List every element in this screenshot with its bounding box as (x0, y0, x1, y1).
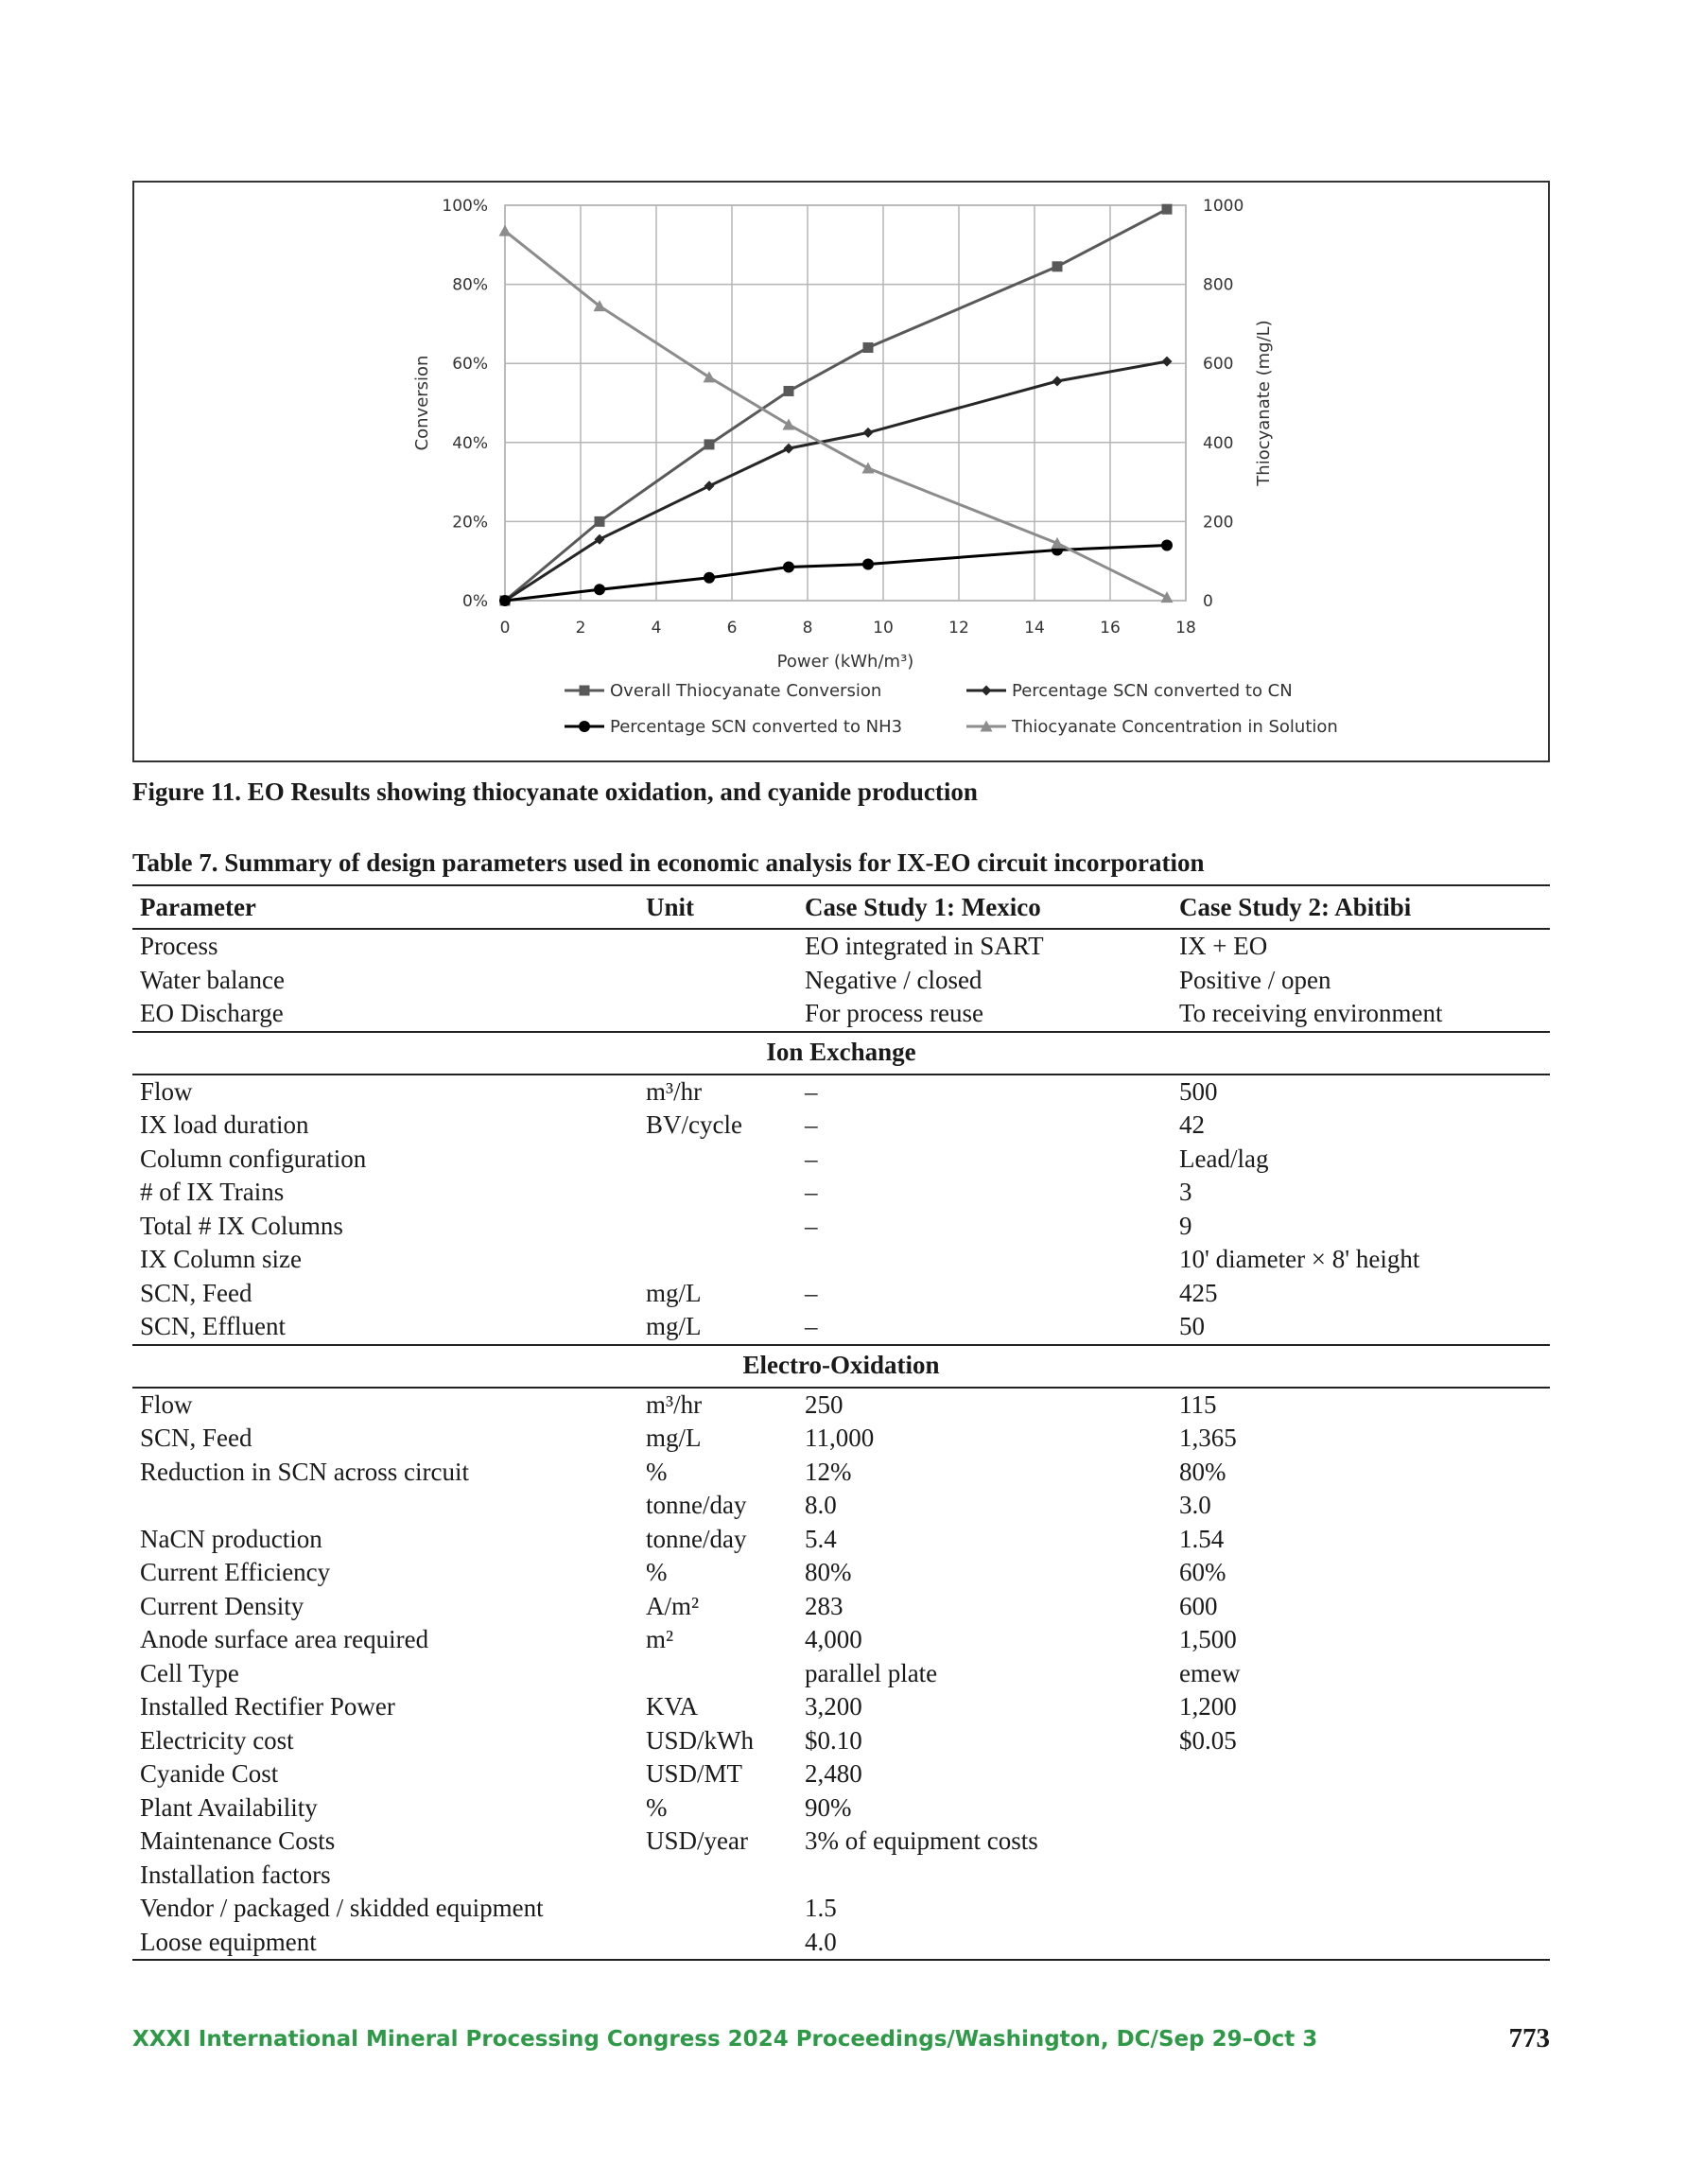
data-point (595, 516, 605, 527)
table-cell: 3 (1179, 1178, 1192, 1206)
proceedings-footer: XXXI International Mineral Processing Congress 2024 Proceedings/Washington, DC/Sep 29–Oct 3 (132, 2027, 1318, 2052)
table-cell (638, 1892, 797, 1926)
table-cell: USD/kWh (646, 1725, 754, 1755)
y-tick-label: 80% (452, 275, 488, 295)
table-cell (638, 1210, 797, 1244)
table-cell: mg/L (646, 1424, 702, 1452)
header-parameter: Parameter (132, 885, 638, 929)
table-row (132, 1791, 1550, 1826)
y-tick-label: 100% (442, 197, 488, 216)
table-cell (132, 1489, 638, 1523)
table-row (132, 1456, 1550, 1490)
table-row (132, 997, 1550, 1032)
table-cell: 3.0 (1179, 1491, 1211, 1519)
table-cell: – (805, 1211, 818, 1240)
section-title: Ion Exchange (132, 1032, 1550, 1075)
y2-tick-label: 400 (1203, 433, 1234, 453)
table-cell (1172, 1825, 1550, 1859)
table-cell (638, 1176, 797, 1210)
table-row (132, 1657, 1550, 1691)
table-cell: m² (646, 1625, 674, 1653)
table-cell: SCN, Feed (140, 1278, 252, 1307)
table-row (132, 1690, 1550, 1724)
design-parameters-table (132, 884, 1550, 1961)
legend-label: Percentage SCN converted to CN (1012, 681, 1293, 701)
section-electro-oxidation (132, 1345, 1550, 1388)
y2-tick-label: 800 (1203, 275, 1234, 295)
table-cell: mg/L (646, 1312, 702, 1340)
table-cell (1172, 1859, 1550, 1893)
table-cell: Flow (140, 1076, 193, 1106)
table-row (132, 1623, 1550, 1657)
y-tick-label: 40% (452, 433, 488, 453)
table-cell: Positive / open (1179, 965, 1331, 994)
table-header-row (132, 885, 1550, 929)
table-row (132, 1277, 1550, 1311)
table-cell: Anode surface area required (140, 1625, 429, 1653)
table-row (132, 1859, 1550, 1893)
table-cell: 1.54 (1179, 1524, 1225, 1553)
data-point (1161, 539, 1173, 550)
table-cell: 8.0 (805, 1491, 837, 1519)
table-cell: – (805, 1178, 818, 1206)
table-cell: Installation factors (140, 1860, 331, 1889)
table-cell: $0.10 (805, 1725, 862, 1755)
section-title: Electro-Oxidation (132, 1345, 1550, 1388)
table-cell: BV/cycle (646, 1110, 742, 1139)
table-cell: Negative / closed (805, 965, 983, 994)
table-cell (638, 1243, 797, 1277)
y2-tick-label: 200 (1203, 513, 1234, 533)
x-tick-label: 10 (873, 619, 894, 638)
x-tick-label: 18 (1175, 619, 1196, 638)
table-cell: 500 (1179, 1076, 1218, 1106)
data-point (863, 342, 874, 353)
table-cell: 250 (805, 1389, 844, 1419)
table-cell: % (646, 1457, 668, 1486)
legend-marker (579, 721, 590, 732)
table-cell: KVA (646, 1692, 699, 1721)
data-point (704, 572, 715, 584)
table-cell: IX Column size (140, 1245, 302, 1273)
table-row (132, 1556, 1550, 1590)
data-point (862, 559, 874, 570)
table-cell: 3% of equipment costs (805, 1826, 1038, 1855)
table-cell: Lead/lag (1179, 1144, 1269, 1173)
y2-axis-title: Thiocyanate (mg/L) (1254, 320, 1274, 486)
y-tick-label: 20% (452, 513, 488, 533)
table-cell: For process reuse (805, 999, 983, 1027)
table-cell: Cell Type (140, 1658, 239, 1687)
table-cell: 9 (1179, 1211, 1192, 1240)
table-cell: Current Density (140, 1591, 304, 1620)
table-row (132, 1926, 1550, 1961)
table-cell: 1,365 (1179, 1424, 1237, 1452)
data-point (594, 584, 605, 595)
table-row (132, 1892, 1550, 1926)
table-cell: Process (140, 932, 218, 960)
data-point (499, 595, 511, 606)
table-cell: 11,000 (805, 1424, 875, 1452)
table-cell: EO Discharge (140, 999, 284, 1027)
y2-tick-label: 1000 (1203, 197, 1244, 216)
table-cell: Loose equipment (132, 1926, 638, 1961)
table-row (132, 1310, 1550, 1345)
table-cell: tonne/day (646, 1491, 747, 1519)
x-tick-label: 12 (948, 619, 969, 638)
table-cell: 2,480 (805, 1759, 862, 1788)
legend-marker (982, 686, 992, 696)
table-cell (1172, 1757, 1550, 1791)
x-tick-label: 0 (499, 619, 511, 638)
table-cell: – (805, 1144, 818, 1173)
table-cell (1172, 1791, 1550, 1826)
eo-results-chart (134, 183, 1548, 760)
header-case-study-2: Case Study 2: Abitibi (1172, 885, 1550, 929)
x-tick-label: 6 (726, 619, 738, 638)
plot-area (505, 205, 1186, 601)
table-cell (1172, 1926, 1550, 1961)
table-cell: 115 (1179, 1389, 1217, 1419)
table-cell: Flow (140, 1389, 193, 1419)
data-point (1162, 204, 1173, 215)
figure-11 (132, 181, 1550, 762)
table-cell: Plant Availability (140, 1792, 318, 1822)
table-row (132, 1388, 1550, 1423)
x-tick-label: 4 (651, 619, 662, 638)
data-point (784, 386, 794, 396)
table-cell: 3,200 (805, 1692, 862, 1721)
y2-tick-label: 600 (1203, 355, 1234, 375)
table-cell: 1,200 (1179, 1692, 1237, 1721)
table-cell: Column configuration (140, 1144, 367, 1173)
table-cell: Cyanide Cost (140, 1759, 279, 1788)
table-cell: 283 (805, 1591, 844, 1620)
table-cell: – (805, 1110, 818, 1139)
y-tick-label: 60% (452, 355, 488, 375)
table-cell: 4.0 (797, 1926, 1172, 1961)
table-cell: Vendor / packaged / skidded equipment (140, 1894, 544, 1922)
table-cell (1172, 1892, 1550, 1926)
table-cell (638, 997, 797, 1032)
table-cell: Current Efficiency (140, 1558, 331, 1586)
table-cell (638, 1926, 797, 1961)
table-row (132, 1825, 1550, 1859)
table-cell: EO integrated in SART (805, 932, 1044, 960)
table-cell: Maintenance Costs (140, 1826, 336, 1855)
table-cell: emew (1179, 1658, 1241, 1687)
table-cell: mg/L (646, 1278, 702, 1307)
table-cell: 50 (1179, 1312, 1205, 1340)
x-tick-label: 2 (575, 619, 586, 638)
figure-caption: Figure 11. EO Results showing thiocyanate oxidation, and cyanide production (132, 778, 978, 806)
table-row (132, 1143, 1550, 1177)
table-cell: 80% (1179, 1457, 1226, 1486)
table-cell: $0.05 (1179, 1725, 1237, 1755)
table-cell: IX load duration (140, 1110, 309, 1139)
table-cell: 80% (805, 1558, 852, 1586)
table-row (132, 1422, 1550, 1456)
table-row (132, 1757, 1550, 1791)
table-caption: Table 7. Summary of design parameters used in economic analysis for IX-EO circuit incorporation (132, 848, 1205, 877)
section-ion-exchange (132, 1032, 1550, 1075)
table-cell: 5.4 (805, 1524, 837, 1553)
table-cell (638, 964, 797, 998)
table-cell: 1,500 (1179, 1625, 1237, 1653)
table-cell: 4,000 (805, 1625, 862, 1653)
legend-label: Thiocyanate Concentration in Solution (1012, 717, 1338, 737)
table-row (132, 1523, 1550, 1557)
table-cell: 12% (805, 1457, 852, 1486)
table-cell: Total # IX Columns (140, 1211, 343, 1240)
table-cell: # of IX Trains (140, 1178, 285, 1206)
table-cell: – (805, 1278, 818, 1307)
table-cell: 600 (1179, 1591, 1218, 1620)
table-cell (797, 1859, 1172, 1893)
table-cell (797, 1243, 1172, 1277)
table-cell: 90% (805, 1792, 852, 1822)
table-cell (638, 929, 797, 964)
table-row (132, 1243, 1550, 1277)
table-cell: 60% (1179, 1558, 1226, 1586)
table-cell: 42 (1179, 1110, 1205, 1139)
table-cell (638, 1143, 797, 1177)
y2-tick-label: 0 (1203, 592, 1213, 611)
data-point (704, 439, 715, 449)
table-cell: % (646, 1792, 668, 1822)
data-point (1052, 261, 1063, 271)
table-cell: m³/hr (646, 1389, 703, 1419)
table-cell: Electricity cost (140, 1725, 294, 1755)
table-cell: Water balance (140, 965, 285, 994)
table-cell: Reduction in SCN across circuit (140, 1457, 469, 1486)
table-cell: % (646, 1558, 668, 1586)
x-tick-label: 14 (1024, 619, 1045, 638)
table-cell: USD/year (646, 1826, 748, 1855)
table-cell: A/m² (646, 1591, 700, 1620)
table-row (132, 964, 1550, 998)
table-cell: – (805, 1076, 818, 1106)
table-cell: m³/hr (646, 1076, 703, 1106)
x-tick-label: 8 (802, 619, 813, 638)
table-row (132, 1109, 1550, 1143)
table-cell: SCN, Effluent (140, 1312, 286, 1340)
table-cell: NaCN production (140, 1524, 322, 1553)
legend-label: Overall Thiocyanate Conversion (610, 681, 882, 701)
table-cell: SCN, Feed (140, 1424, 252, 1452)
header-unit: Unit (638, 885, 797, 929)
table-row (132, 1176, 1550, 1210)
table-cell: parallel plate (805, 1658, 938, 1687)
legend-marker (580, 686, 590, 696)
legend-label: Percentage SCN converted to NH3 (610, 717, 903, 737)
table-cell: USD/MT (646, 1759, 743, 1788)
table-cell (638, 1657, 797, 1691)
x-axis-title: Power (kWh/m³) (776, 652, 914, 672)
table-cell: 425 (1179, 1278, 1218, 1307)
table-row (132, 1724, 1550, 1758)
y-axis-title: Conversion (412, 355, 432, 451)
table-row (132, 1075, 1550, 1109)
table-cell: – (805, 1312, 818, 1340)
table-row (132, 929, 1550, 964)
data-point (783, 561, 794, 572)
table-row (132, 1489, 1550, 1523)
x-tick-label: 16 (1100, 619, 1121, 638)
table-cell (638, 1859, 797, 1893)
table-cell: Installed Rectifier Power (140, 1692, 395, 1721)
table-row (132, 1210, 1550, 1244)
table-cell: IX + EO (1179, 932, 1268, 960)
table-row (132, 1590, 1550, 1624)
table-cell: To receiving environment (1179, 999, 1443, 1027)
table-cell: 10' diameter × 8' height (1179, 1245, 1420, 1273)
header-case-study-1: Case Study 1: Mexico (797, 885, 1172, 929)
table-cell: 1.5 (805, 1894, 837, 1922)
y-tick-label: 0% (462, 592, 488, 611)
page-number: 773 (1508, 2023, 1550, 2053)
table-cell: tonne/day (646, 1524, 747, 1553)
